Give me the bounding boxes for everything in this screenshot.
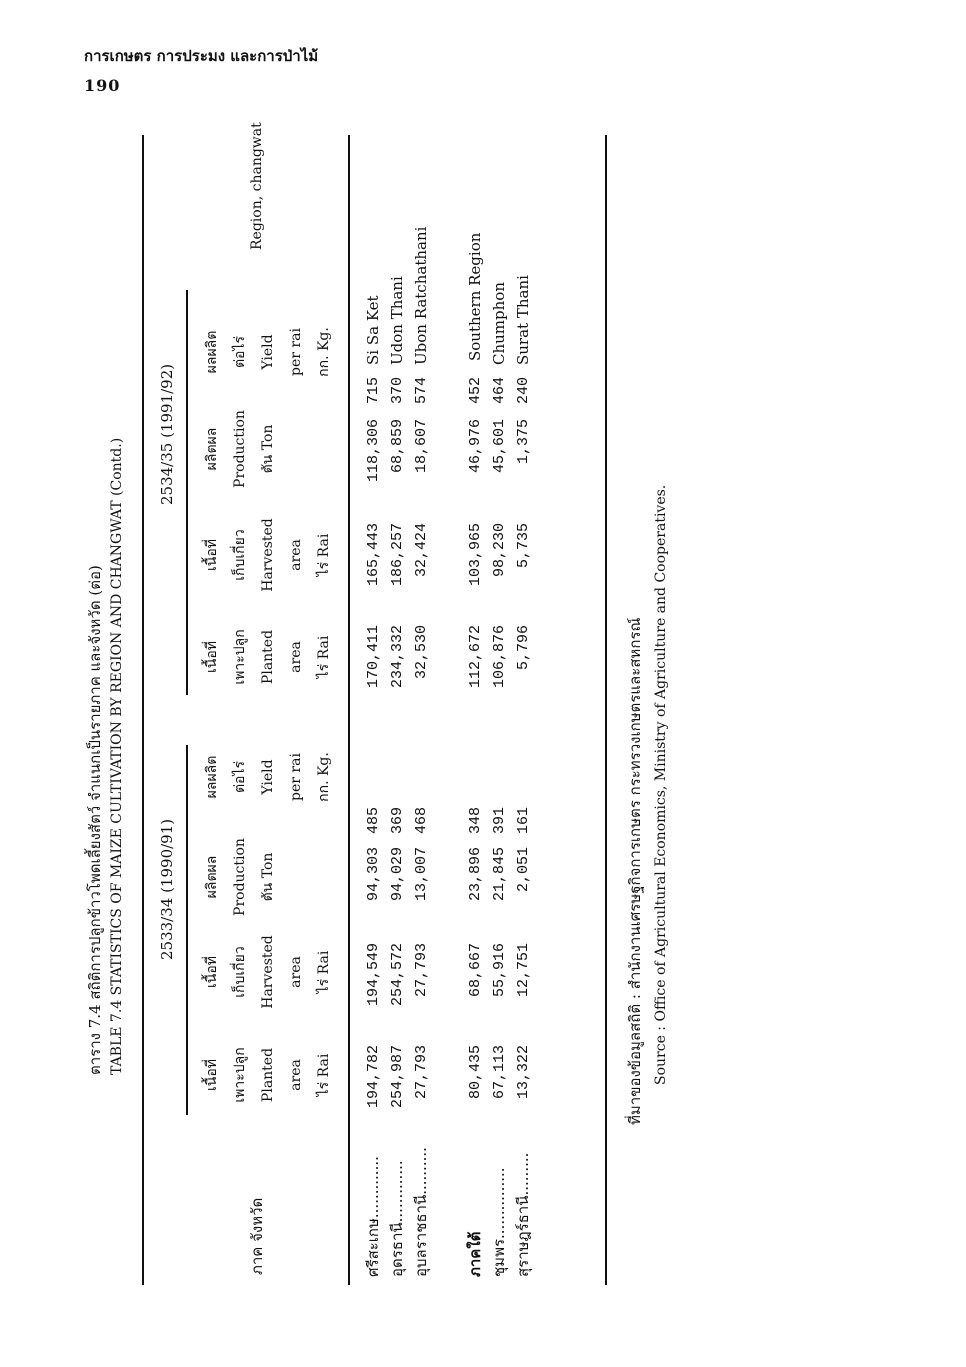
column-header	[198, 1025, 338, 1125]
column-header-line: เก็บเกี่ยว	[232, 529, 248, 581]
table-cell: 98,230	[491, 523, 508, 578]
row-label-en: Si Sa Ket	[364, 295, 382, 365]
column-header-line: Harvested	[260, 518, 276, 592]
column-header-line: Production	[232, 410, 248, 488]
table-cell: 55,916	[491, 943, 508, 998]
row-label-th: ชุมพร...............	[490, 1167, 508, 1277]
column-header	[198, 399, 338, 499]
column-header-line: เนื้อที่	[204, 641, 220, 673]
column-header-line: กก. Kg.	[316, 752, 332, 802]
column-header-line: Harvested	[260, 935, 276, 1009]
row-label-th: อุดรธานี.............	[388, 1160, 406, 1277]
column-header-line: เก็บเกี่ยว	[232, 946, 248, 998]
table-cell: 468	[413, 807, 430, 835]
table-cell: 80,435	[467, 1045, 484, 1100]
table-cell: 21,845	[491, 847, 508, 902]
column-header-line: ตัน Ton	[260, 424, 276, 474]
column-header-line: area	[288, 956, 304, 988]
table-cell: 45,601	[491, 419, 508, 474]
table-cell: 348	[467, 807, 484, 835]
rotated-table	[80, 105, 700, 1305]
year-header-2: 2534/35 (1991/92)	[158, 363, 176, 505]
table-cell: 94,029	[389, 847, 406, 902]
column-header-line: ตัน Ton	[260, 852, 276, 902]
column-header-line: Planted	[260, 1047, 276, 1103]
column-header-line: per rai	[288, 328, 304, 376]
column-header-line	[310, 827, 338, 927]
table-cell: 170,411	[365, 625, 382, 689]
table-cell: 234,332	[389, 625, 406, 689]
row-label-en: Surat Thani	[514, 275, 532, 365]
column-header-line: ผลิตผล	[204, 427, 220, 471]
table-cell: 18,607	[413, 419, 430, 474]
table-cell: 68,859	[389, 419, 406, 474]
column-header-line: ต่อไร่	[232, 760, 248, 794]
column-header-line: ไร่ Rai	[316, 1053, 332, 1097]
column-header-line: per rai	[288, 753, 304, 801]
table-cell: 194,782	[365, 1045, 382, 1109]
table-cell: 186,257	[389, 523, 406, 587]
column-header-line: เนื้อที่	[204, 956, 220, 988]
row-label-th: ศรีสะเกษ.............	[364, 1156, 382, 1277]
book-title: การเกษตร การประมง และการป่าไม้	[84, 47, 319, 65]
column-header	[198, 827, 338, 927]
column-header	[198, 727, 338, 827]
column-header	[198, 922, 338, 1022]
table-cell: 370	[389, 377, 406, 405]
column-header-line: Production	[232, 838, 248, 916]
column-header-line: Yield	[260, 759, 276, 795]
table-cell: 13,322	[515, 1045, 532, 1100]
table-cell: 452	[467, 377, 484, 405]
header-rule	[348, 135, 350, 1285]
table-cell: 485	[365, 807, 382, 835]
row-label-en: Chumphon	[490, 282, 508, 365]
table-cell: 5,735	[515, 523, 532, 569]
table-cell: 68,667	[467, 943, 484, 998]
column-header-line: เพาะปลูก	[232, 1047, 248, 1103]
table-cell: 103,965	[467, 523, 484, 587]
source-th: ที่มาของข้อมูลสถิติ : สำนักงานเศรษฐกิจการเกษตร กระทรวงเกษตรและสหกรณ์	[626, 617, 644, 1125]
column-header-line: area	[288, 539, 304, 571]
row-label-en: Ubon Ratchathani	[412, 226, 430, 365]
year-header-1: 2533/34 (1990/91)	[158, 818, 176, 960]
table-cell: 46,976	[467, 419, 484, 474]
table-cell: 23,896	[467, 847, 484, 902]
column-header-line	[310, 399, 338, 499]
column-header	[198, 302, 338, 402]
column-header-line: area	[288, 641, 304, 673]
table-cell: 27,793	[413, 1045, 430, 1100]
column-header-line: เพาะปลูก	[232, 629, 248, 685]
year-rule-2	[186, 290, 188, 695]
column-header-line: ไร่ Rai	[316, 950, 332, 994]
row-label-th: อุบลราชธานี..........	[412, 1147, 430, 1277]
row-label-th: ภาคใต้	[466, 1231, 484, 1277]
stub-header-en: Region, changwat	[249, 122, 265, 250]
table-cell: 27,793	[413, 943, 430, 998]
column-header-line: กก. Kg.	[316, 327, 332, 377]
table-cell: 12,751	[515, 943, 532, 998]
table-cell: 254,987	[389, 1045, 406, 1109]
column-header-line: ไร่ Rai	[316, 635, 332, 679]
table-cell: 106,876	[491, 625, 508, 689]
column-header-line	[282, 399, 310, 499]
table-cell: 32,530	[413, 625, 430, 680]
column-header-line: เนื้อที่	[204, 539, 220, 571]
table-cell: 391	[491, 807, 508, 835]
table-cell: 194,549	[365, 943, 382, 1007]
table-cell: 369	[389, 807, 406, 835]
table-cell: 94,303	[365, 847, 382, 902]
page-number: 190	[84, 76, 121, 95]
row-label-th: สุราษฎร์ธานี.........	[514, 1152, 532, 1277]
column-header	[198, 607, 338, 707]
source-en: Source : Office of Agricultural Economics, Ministry of Agriculture and Cooperatives.	[653, 484, 669, 1085]
table-cell: 112,672	[467, 625, 484, 689]
column-header	[198, 505, 338, 605]
table-cell: 165,443	[365, 523, 382, 587]
column-header-line: ผลผลิต	[204, 755, 220, 799]
column-header-line	[282, 827, 310, 927]
table-title-en: TABLE 7.4 STATISTICS OF MAIZE CULTIVATION BY REGION AND CHANGWAT (Contd.)	[109, 437, 125, 1075]
column-header-line: Planted	[260, 629, 276, 685]
table-cell: 2,051	[515, 847, 532, 893]
column-header-line: area	[288, 1059, 304, 1091]
year-rule-1	[186, 745, 188, 1115]
column-header-line: เนื้อที่	[204, 1059, 220, 1091]
table-cell: 32,424	[413, 523, 430, 578]
table-cell: 67,113	[491, 1045, 508, 1100]
stub-header-th: ภาค จังหวัด	[248, 1197, 266, 1275]
row-label-en: Udon Thani	[388, 276, 406, 365]
table-title-th: ตาราง 7.4 สถิติการปลูกข้าวโพดเลี้ยงสัตว์ จำแนกเป็นรายภาค และจังหวัด (ต่อ)	[86, 565, 104, 1075]
table-cell: 1,375	[515, 419, 532, 465]
table-cell: 118,306	[365, 419, 382, 483]
table-cell: 715	[365, 377, 382, 405]
row-label-en: Southern Region	[466, 232, 484, 361]
top-rule	[142, 135, 144, 1285]
column-header-line: ต่อไร่	[232, 335, 248, 369]
column-header-line: Yield	[260, 334, 276, 370]
column-header-line: ผลิตผล	[204, 855, 220, 899]
table-cell: 254,572	[389, 943, 406, 1007]
table-cell: 464	[491, 377, 508, 405]
table-cell: 5,796	[515, 625, 532, 671]
table-cell: 240	[515, 377, 532, 405]
column-header-line: ผลผลิต	[204, 330, 220, 374]
table-cell: 161	[515, 807, 532, 835]
column-header-line: ไร่ Rai	[316, 533, 332, 577]
table-cell: 13,007	[413, 847, 430, 902]
table-cell: 574	[413, 377, 430, 405]
bottom-rule	[605, 135, 607, 1285]
